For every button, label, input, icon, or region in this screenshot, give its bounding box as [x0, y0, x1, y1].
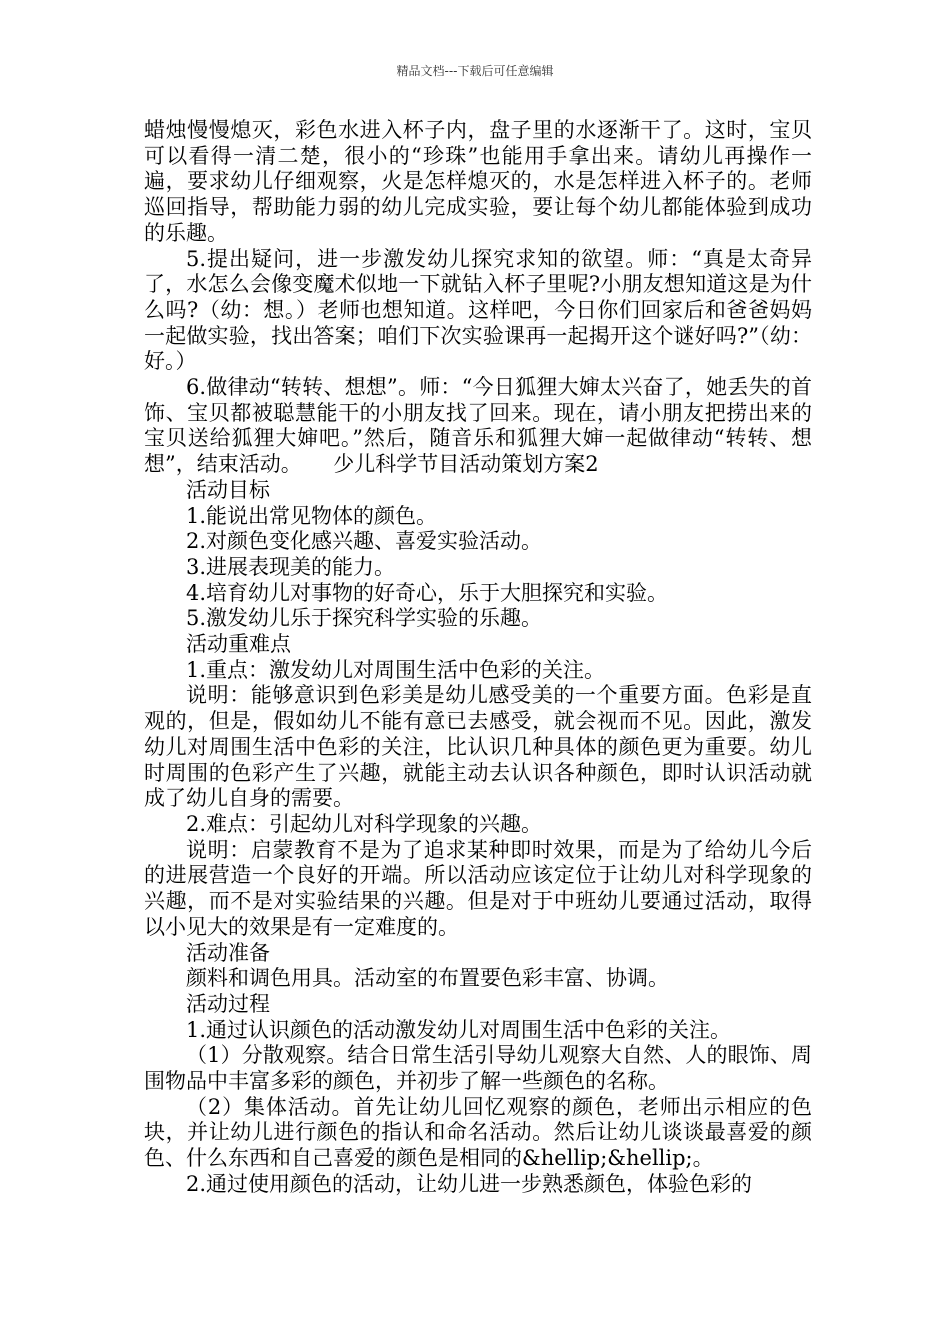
goal-item-5: 5.激发幼儿乐于探究科学实验的乐趣。: [186, 606, 543, 631]
process-step-2: 2.通过使用颜色的活动，让幼儿进一步熟悉颜色，体验色彩的: [186, 1171, 753, 1196]
section-heading-process: 活动过程: [186, 991, 270, 1016]
process-step-1: 1.通过认识颜色的活动激发幼儿对周围生活中色彩的关注。: [186, 1017, 732, 1042]
key-point-1: 1.重点：激发幼儿对周围生活中色彩的关注。: [186, 657, 606, 682]
goal-item-3: 3.进展表现美的能力。: [186, 554, 396, 579]
goal-item-2: 2.对颜色变化感兴趣、喜爱实验活动。: [186, 529, 543, 554]
goal-item-4: 4.培育幼儿对事物的好奇心，乐于大胆探究和实验。: [186, 580, 669, 605]
page-header: 精品文档---下载后可任意编辑: [396, 64, 554, 78]
paragraph-step-5: 5.提出疑问，进一步激发幼儿探究求知的欲望。师：“真是太奇异了，水怎么会像变魔术似地一下就钻入杯子里呢?小朋友想知道这是为什么吗?（幼：想。）老师也想知道。这样吧，今日你们回家后和爸爸妈妈一起做实验，找出答案；咱们下次实验课再一起揭开这个谜好吗?”（幼：好。）: [144, 246, 812, 374]
key-point-1-explanation: 说明：能够意识到色彩美是幼儿感受美的一个重要方面。色彩是直观的，但是，假如幼儿不能有意已去感受，就会视而不见。因此，激发幼儿对周围生活中色彩的关注，比认识几种具体的颜色更为重要。幼儿时周围的色彩产生了兴趣，就能主动去认识各种颜色，即时认识活动就成了幼儿自身的需要。: [144, 683, 812, 811]
process-step-1-sub-1: （1）分散观察。结合日常生活引导幼儿观察大自然、人的眼饰、周围物品中丰富多彩的颜色，并初步了解一些颜色的名称。: [144, 1043, 812, 1094]
process-step-1-sub-2: （2）集体活动。首先让幼儿回忆观察的颜色，老师出示相应的色块，并让幼儿进行颜色的指认和命名活动。然后让幼儿谈谈最喜爱的颜色、什么东西和自己喜爱的颜色是相同的&hellip;&hellip;。: [144, 1094, 812, 1171]
paragraph-experiment-continued: 蜡烛慢慢熄灭，彩色水进入杯子内，盘子里的水逐渐干了。这时，宝贝可以看得一清二楚，很小的“珍珠”也能用手拿出来。请幼儿再操作一遍，要求幼儿仔细观察，火是怎样熄灭的，水是怎样进入杯子的。老师巡回指导，帮助能力弱的幼儿完成实验，要让每个幼儿都能体验到成功的乐趣。: [144, 118, 812, 245]
paragraph-step-6: 6.做律动“转转、想想”。师：“今日狐狸大婶太兴奋了，她丢失的首饰、宝贝都被聪慧能干的小朋友找了回来。现在，请小朋友把捞出来的宝贝送给狐狸大婶吧。”然后，随音乐和狐狸大婶一起做律动“转转、想想”，结束活动。 少儿科学节目活动策划方案2: [144, 375, 812, 477]
key-point-2-explanation: 说明：启蒙教育不是为了追求某种即时效果，而是为了给幼儿今后的进展营造一个良好的开端。所以活动应该定位于让幼儿对科学现象的兴趣，而不是对实验结果的兴趣。但是对于中班幼儿要通过活动，取得以小见大的效果是有一定难度的。: [144, 837, 812, 939]
preparation-text: 颜料和调色用具。活动室的布置要色彩丰富、协调。: [186, 966, 669, 991]
section-heading-preparation: 活动准备: [186, 940, 270, 965]
key-point-2: 2.难点：引起幼儿对科学现象的兴趣。: [186, 811, 543, 836]
document-body: [144, 118, 812, 1198]
goal-item-1: 1.能说出常见物体的颜色。: [186, 503, 438, 528]
section-heading-goals: 活动目标: [186, 477, 270, 502]
section-heading-key-points: 活动重难点: [186, 632, 291, 657]
